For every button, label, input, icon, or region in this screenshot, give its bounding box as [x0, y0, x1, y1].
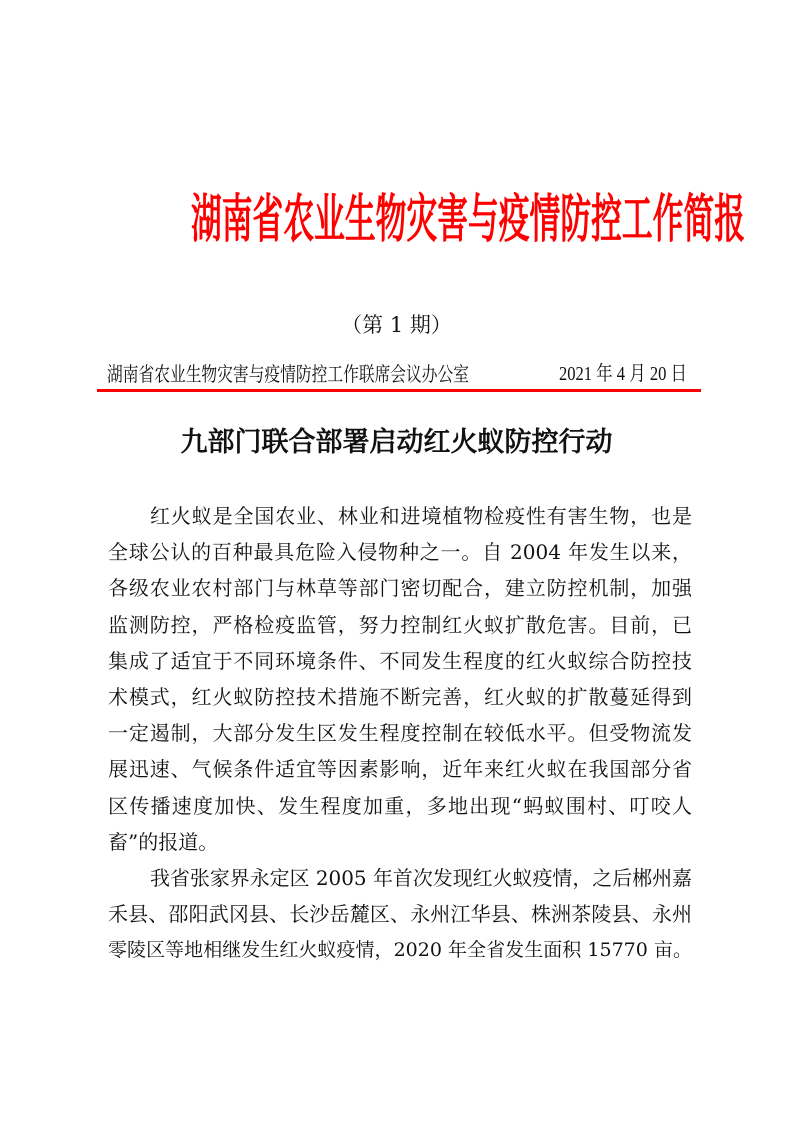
issue-number: （第 1 期） [341, 313, 452, 337]
text-line: 一定遏制，大部分发生区发生程度控制在较低水平。但受物流发 [108, 721, 692, 746]
masthead-title: 湖南省农业生物灾害与疫情防控工作简报 [191, 189, 746, 250]
text-line: 术模式，红火蚁防控技术措施不断完善，红火蚁的扩散蔓延得到 [108, 684, 692, 709]
issuer-row [107, 360, 687, 388]
text-line: 禾县、邵阳武冈县、长沙岳麓区、永州江华县、株洲茶陵县、永州 [108, 902, 692, 927]
issuer-name: 湖南省农业生物灾害与疫情防控工作联席会议办公室 [107, 362, 469, 386]
paragraph [108, 498, 692, 860]
text-line: 畜”的报道。 [108, 829, 219, 854]
text-line: 零陵区等地相继发生红火蚁疫情，2020 年全省发生面积 15770 亩。 [108, 939, 692, 962]
text-line: 红火蚁是全国农业、林业和进境植物检疫性有害生物，也是 [150, 504, 692, 528]
masthead [0, 190, 793, 250]
text-line: 区传播速度加快、发生程度加重，多地出现“蚂蚁围村、叮咬人 [108, 793, 692, 818]
red-divider [97, 389, 701, 392]
text-line: 监测防控，严格检疫监管，努力控制红火蚁扩散危害。目前，已 [108, 612, 692, 637]
article-title: 九部门联合部署启动红火蚁防控行动 [180, 427, 613, 458]
text-line: 我省张家界永定区 2005 年首次发现红火蚁疫情，之后郴州嘉 [150, 865, 692, 890]
issue-date: 2021 年 4 月 20 日 [559, 363, 687, 385]
text-line: 全球公认的百种最具危险入侵物种之一。自 2004 年发生以来， [108, 540, 692, 565]
text-line: 集成了适宜于不同环境条件、不同发生程度的红火蚁综合防控技 [108, 648, 692, 673]
paragraph [108, 860, 692, 969]
text-line: 展迅速、气候条件适宜等因素影响，近年来红火蚁在我国部分省 [108, 757, 692, 782]
article-body [108, 498, 692, 968]
text-line: 各级农业农村部门与林草等部门密切配合，建立防控机制，加强 [108, 576, 692, 601]
